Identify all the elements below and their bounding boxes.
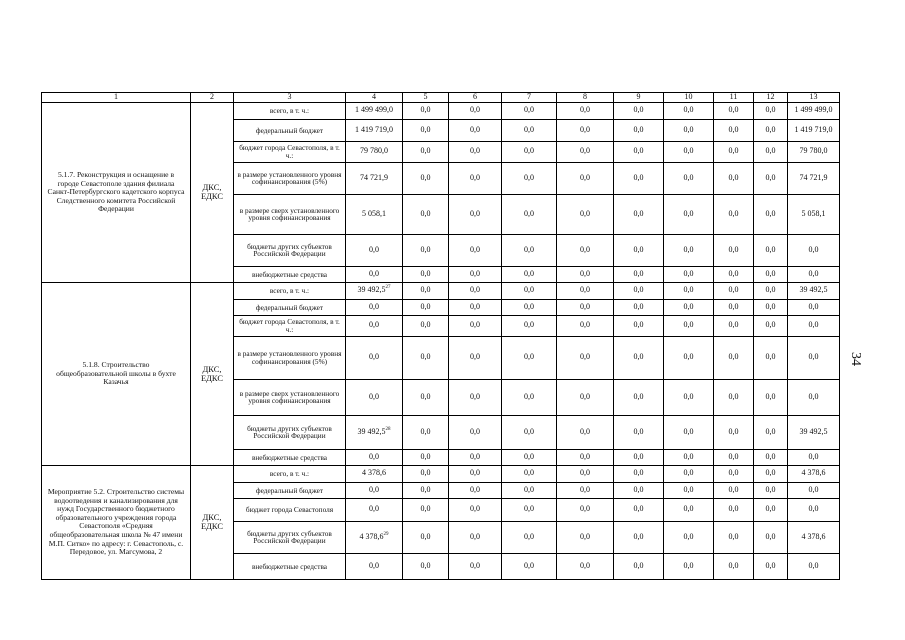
year-value: 0,0 xyxy=(449,336,502,379)
year-value: 0,0 xyxy=(557,234,614,266)
sum-value: 4 378,6 xyxy=(788,521,840,553)
funding-source: внебюджетные средства xyxy=(234,266,346,282)
column-header: 8 xyxy=(557,93,614,103)
year-value: 0,0 xyxy=(449,482,502,498)
total-value-text: 0,0 xyxy=(369,268,379,278)
year-value: 0,0 xyxy=(502,521,557,553)
executor: ДКС, ЕДКС xyxy=(191,102,234,282)
total-value xyxy=(346,415,403,449)
column-header: 9 xyxy=(614,93,664,103)
total-value xyxy=(346,282,403,299)
year-value: 0,0 xyxy=(403,299,449,315)
total-value xyxy=(346,379,403,415)
year-value: 0,0 xyxy=(403,449,449,465)
year-value: 0,0 xyxy=(714,465,754,482)
funding-source: бюджеты других субъектов Российской Федерации xyxy=(234,234,346,266)
year-value: 0,0 xyxy=(557,498,614,521)
executor: ДКС, ЕДКС xyxy=(191,465,234,579)
column-header: 4 xyxy=(346,93,403,103)
year-value: 0,0 xyxy=(664,465,714,482)
year-value: 0,0 xyxy=(714,336,754,379)
total-value-text: 0,0 xyxy=(369,484,379,494)
funding-source: бюджет города Севастополя xyxy=(234,498,346,521)
total-value-text: 0,0 xyxy=(369,244,379,254)
year-value: 0,0 xyxy=(449,266,502,282)
total-value xyxy=(346,315,403,336)
year-value: 0,0 xyxy=(714,119,754,141)
column-header: 2 xyxy=(191,93,234,103)
year-value: 0,0 xyxy=(714,162,754,194)
year-value: 0,0 xyxy=(557,415,614,449)
total-value-text: 4 378,6 xyxy=(362,468,386,478)
year-value: 0,0 xyxy=(664,415,714,449)
total-value-text: 0,0 xyxy=(369,352,379,362)
year-value: 0,0 xyxy=(714,102,754,119)
sum-value: 0,0 xyxy=(788,498,840,521)
year-value: 0,0 xyxy=(664,282,714,299)
sum-value: 1 499 499,0 xyxy=(788,102,840,119)
total-value-text: 39 492,5 xyxy=(357,285,386,295)
footnote-ref: 27 xyxy=(385,285,391,291)
sum-value: 5 058,1 xyxy=(788,194,840,234)
year-value: 0,0 xyxy=(403,266,449,282)
year-value: 0,0 xyxy=(557,379,614,415)
total-value xyxy=(346,336,403,379)
total-value-text: 5 058,1 xyxy=(362,208,386,218)
column-header: 7 xyxy=(502,93,557,103)
total-value xyxy=(346,553,403,579)
year-value: 0,0 xyxy=(502,194,557,234)
header-row xyxy=(42,93,840,103)
year-value: 0,0 xyxy=(754,336,788,379)
total-value-text: 0,0 xyxy=(369,391,379,401)
funding-source: внебюджетные средства xyxy=(234,553,346,579)
funding-source: федеральный бюджет xyxy=(234,482,346,498)
total-value-text: 0,0 xyxy=(369,320,379,330)
total-value-text: 79 780,0 xyxy=(360,146,388,156)
year-value: 0,0 xyxy=(714,449,754,465)
year-value: 0,0 xyxy=(614,162,664,194)
year-value: 0,0 xyxy=(714,415,754,449)
total-value-text: 39 492,5 xyxy=(357,426,386,436)
year-value: 0,0 xyxy=(449,102,502,119)
funding-source: всего, в т. ч.: xyxy=(234,282,346,299)
year-value: 0,0 xyxy=(754,194,788,234)
total-value-text: 74 721,9 xyxy=(360,172,388,182)
year-value: 0,0 xyxy=(502,162,557,194)
year-value: 0,0 xyxy=(714,266,754,282)
total-value xyxy=(346,102,403,119)
sum-value: 0,0 xyxy=(788,336,840,379)
measure-name: 5.1.8. Строительство общеобразовательной школы в бухте Казачья xyxy=(42,282,191,465)
year-value: 0,0 xyxy=(614,449,664,465)
total-value xyxy=(346,449,403,465)
year-value: 0,0 xyxy=(614,282,664,299)
column-header: 10 xyxy=(664,93,714,103)
year-value: 0,0 xyxy=(614,141,664,162)
year-value: 0,0 xyxy=(754,102,788,119)
year-value: 0,0 xyxy=(449,282,502,299)
funding-source: в размере установленного уровня софинансирования (5%) xyxy=(234,162,346,194)
year-value: 0,0 xyxy=(614,465,664,482)
funding-table xyxy=(41,92,840,580)
sum-value: 0,0 xyxy=(788,379,840,415)
column-header: 12 xyxy=(754,93,788,103)
funding-source: в размере сверх установленного уровня софинансирования xyxy=(234,379,346,415)
column-header: 6 xyxy=(449,93,502,103)
year-value: 0,0 xyxy=(449,415,502,449)
year-value: 0,0 xyxy=(714,553,754,579)
page-number: 34 xyxy=(848,352,863,366)
total-value xyxy=(346,498,403,521)
total-value-text: 0,0 xyxy=(369,504,379,514)
year-value: 0,0 xyxy=(664,141,714,162)
year-value: 0,0 xyxy=(714,282,754,299)
year-value: 0,0 xyxy=(664,521,714,553)
year-value: 0,0 xyxy=(403,465,449,482)
year-value: 0,0 xyxy=(403,379,449,415)
year-value: 0,0 xyxy=(614,415,664,449)
sum-value: 0,0 xyxy=(788,482,840,498)
year-value: 0,0 xyxy=(502,379,557,415)
year-value: 0,0 xyxy=(557,162,614,194)
total-value xyxy=(346,162,403,194)
total-value-text: 4 378,6 xyxy=(359,531,384,541)
year-value: 0,0 xyxy=(754,379,788,415)
year-value: 0,0 xyxy=(449,234,502,266)
sum-value: 4 378,6 xyxy=(788,465,840,482)
executor: ДКС, ЕДКС xyxy=(191,282,234,465)
year-value: 0,0 xyxy=(664,498,714,521)
total-value xyxy=(346,194,403,234)
year-value: 0,0 xyxy=(754,141,788,162)
year-value: 0,0 xyxy=(403,498,449,521)
year-value: 0,0 xyxy=(614,336,664,379)
year-value: 0,0 xyxy=(502,141,557,162)
funding-source: всего, в т. ч.: xyxy=(234,465,346,482)
year-value: 0,0 xyxy=(557,194,614,234)
year-value: 0,0 xyxy=(449,465,502,482)
year-value: 0,0 xyxy=(754,553,788,579)
year-value: 0,0 xyxy=(754,498,788,521)
year-value: 0,0 xyxy=(557,119,614,141)
sum-value: 0,0 xyxy=(788,449,840,465)
year-value: 0,0 xyxy=(614,521,664,553)
year-value: 0,0 xyxy=(403,336,449,379)
year-value: 0,0 xyxy=(754,415,788,449)
year-value: 0,0 xyxy=(403,141,449,162)
year-value: 0,0 xyxy=(714,521,754,553)
year-value: 0,0 xyxy=(502,553,557,579)
column-header: 13 xyxy=(788,93,840,103)
sum-value: 0,0 xyxy=(788,553,840,579)
footnote-ref: 29 xyxy=(383,531,389,537)
column-header: 1 xyxy=(42,93,191,103)
year-value: 0,0 xyxy=(714,498,754,521)
year-value: 0,0 xyxy=(714,299,754,315)
year-value: 0,0 xyxy=(502,315,557,336)
year-value: 0,0 xyxy=(403,102,449,119)
year-value: 0,0 xyxy=(557,141,614,162)
total-value xyxy=(346,482,403,498)
year-value: 0,0 xyxy=(449,119,502,141)
year-value: 0,0 xyxy=(614,482,664,498)
year-value: 0,0 xyxy=(614,498,664,521)
column-header: 11 xyxy=(714,93,754,103)
year-value: 0,0 xyxy=(754,299,788,315)
year-value: 0,0 xyxy=(614,315,664,336)
year-value: 0,0 xyxy=(449,379,502,415)
funding-source: федеральный бюджет xyxy=(234,299,346,315)
year-value: 0,0 xyxy=(664,482,714,498)
total-value-text: 0,0 xyxy=(369,301,379,311)
year-value: 0,0 xyxy=(557,449,614,465)
year-value: 0,0 xyxy=(664,102,714,119)
year-value: 0,0 xyxy=(754,482,788,498)
year-value: 0,0 xyxy=(449,194,502,234)
column-header: 3 xyxy=(234,93,346,103)
year-value: 0,0 xyxy=(557,102,614,119)
year-value: 0,0 xyxy=(403,234,449,266)
footnote-ref: 28 xyxy=(385,426,391,432)
year-value: 0,0 xyxy=(754,465,788,482)
year-value: 0,0 xyxy=(502,415,557,449)
year-value: 0,0 xyxy=(754,282,788,299)
year-value: 0,0 xyxy=(754,315,788,336)
year-value: 0,0 xyxy=(449,315,502,336)
year-value: 0,0 xyxy=(614,102,664,119)
total-value xyxy=(346,299,403,315)
table-row xyxy=(42,465,840,482)
year-value: 0,0 xyxy=(754,162,788,194)
table-row xyxy=(42,282,840,299)
year-value: 0,0 xyxy=(557,266,614,282)
table-row xyxy=(42,102,840,119)
year-value: 0,0 xyxy=(714,379,754,415)
total-value xyxy=(346,234,403,266)
year-value: 0,0 xyxy=(557,553,614,579)
year-value: 0,0 xyxy=(449,498,502,521)
year-value: 0,0 xyxy=(557,282,614,299)
total-value-text: 1 419 719,0 xyxy=(355,124,393,134)
year-value: 0,0 xyxy=(502,282,557,299)
year-value: 0,0 xyxy=(502,266,557,282)
total-value xyxy=(346,521,403,553)
year-value: 0,0 xyxy=(664,266,714,282)
year-value: 0,0 xyxy=(754,234,788,266)
year-value: 0,0 xyxy=(502,482,557,498)
sum-value: 0,0 xyxy=(788,266,840,282)
year-value: 0,0 xyxy=(714,234,754,266)
year-value: 0,0 xyxy=(664,234,714,266)
year-value: 0,0 xyxy=(714,315,754,336)
year-value: 0,0 xyxy=(754,119,788,141)
sum-value: 0,0 xyxy=(788,299,840,315)
year-value: 0,0 xyxy=(714,141,754,162)
year-value: 0,0 xyxy=(449,299,502,315)
year-value: 0,0 xyxy=(449,521,502,553)
sum-value: 79 780,0 xyxy=(788,141,840,162)
year-value: 0,0 xyxy=(557,336,614,379)
total-value xyxy=(346,141,403,162)
funding-source: бюджет города Севастополя, в т. ч.: xyxy=(234,141,346,162)
year-value: 0,0 xyxy=(614,194,664,234)
year-value: 0,0 xyxy=(403,119,449,141)
funding-source: внебюджетные средства xyxy=(234,449,346,465)
year-value: 0,0 xyxy=(754,521,788,553)
year-value: 0,0 xyxy=(714,194,754,234)
year-value: 0,0 xyxy=(403,553,449,579)
year-value: 0,0 xyxy=(403,162,449,194)
funding-source: бюджеты других субъектов Российской Федерации xyxy=(234,415,346,449)
total-value-text: 1 499 499,0 xyxy=(355,105,393,115)
total-value xyxy=(346,119,403,141)
year-value: 0,0 xyxy=(614,379,664,415)
year-value: 0,0 xyxy=(502,465,557,482)
year-value: 0,0 xyxy=(449,162,502,194)
year-value: 0,0 xyxy=(502,336,557,379)
year-value: 0,0 xyxy=(664,119,714,141)
year-value: 0,0 xyxy=(557,482,614,498)
year-value: 0,0 xyxy=(664,162,714,194)
year-value: 0,0 xyxy=(664,449,714,465)
year-value: 0,0 xyxy=(502,234,557,266)
year-value: 0,0 xyxy=(557,521,614,553)
year-value: 0,0 xyxy=(502,498,557,521)
column-header: 5 xyxy=(403,93,449,103)
sum-value: 0,0 xyxy=(788,315,840,336)
total-value-text: 0,0 xyxy=(369,451,379,461)
year-value: 0,0 xyxy=(557,315,614,336)
year-value: 0,0 xyxy=(502,119,557,141)
year-value: 0,0 xyxy=(403,482,449,498)
year-value: 0,0 xyxy=(614,119,664,141)
measure-name: 5.1.7. Реконструкция и оснащение в городе Севастополе здания филиала Санкт-Петербургского кадетского корпуса Следственного комитета Российской Федерации xyxy=(42,102,191,282)
year-value: 0,0 xyxy=(664,379,714,415)
year-value: 0,0 xyxy=(754,449,788,465)
year-value: 0,0 xyxy=(754,266,788,282)
total-value-text: 0,0 xyxy=(369,560,379,570)
year-value: 0,0 xyxy=(403,415,449,449)
year-value: 0,0 xyxy=(449,141,502,162)
sum-value: 74 721,9 xyxy=(788,162,840,194)
year-value: 0,0 xyxy=(403,194,449,234)
funding-source: в размере сверх установленного уровня софинансирования xyxy=(234,194,346,234)
year-value: 0,0 xyxy=(557,465,614,482)
year-value: 0,0 xyxy=(664,299,714,315)
year-value: 0,0 xyxy=(614,266,664,282)
year-value: 0,0 xyxy=(557,299,614,315)
total-value xyxy=(346,465,403,482)
year-value: 0,0 xyxy=(502,299,557,315)
year-value: 0,0 xyxy=(502,449,557,465)
year-value: 0,0 xyxy=(664,315,714,336)
funding-source: в размере установленного уровня софинансирования (5%) xyxy=(234,336,346,379)
year-value: 0,0 xyxy=(664,553,714,579)
year-value: 0,0 xyxy=(403,315,449,336)
funding-source: бюджет города Севастополя, в т. ч.: xyxy=(234,315,346,336)
year-value: 0,0 xyxy=(614,234,664,266)
year-value: 0,0 xyxy=(449,553,502,579)
funding-source: всего, в т. ч.: xyxy=(234,102,346,119)
year-value: 0,0 xyxy=(664,336,714,379)
year-value: 0,0 xyxy=(664,194,714,234)
year-value: 0,0 xyxy=(449,449,502,465)
measure-name: Мероприятие 5.2. Строительство системы водоотведения и канализирования для нужд Государственного бюджетного образовательного учреждения города Севастополя «Средняя общеобразовательная школа № 47 имени М.П. Ситко» по адресу: г. Севастополь, с. Передовое, ул. Магсумова, 2 xyxy=(42,465,191,579)
sum-value: 0,0 xyxy=(788,234,840,266)
funding-source: бюджеты других субъектов Российской Федерации xyxy=(234,521,346,553)
year-value: 0,0 xyxy=(502,102,557,119)
sum-value: 39 492,5 xyxy=(788,282,840,299)
year-value: 0,0 xyxy=(403,521,449,553)
total-value xyxy=(346,266,403,282)
year-value: 0,0 xyxy=(714,482,754,498)
sum-value: 1 419 719,0 xyxy=(788,119,840,141)
sum-value: 39 492,5 xyxy=(788,415,840,449)
year-value: 0,0 xyxy=(614,553,664,579)
year-value: 0,0 xyxy=(403,282,449,299)
funding-source: федеральный бюджет xyxy=(234,119,346,141)
year-value: 0,0 xyxy=(614,299,664,315)
